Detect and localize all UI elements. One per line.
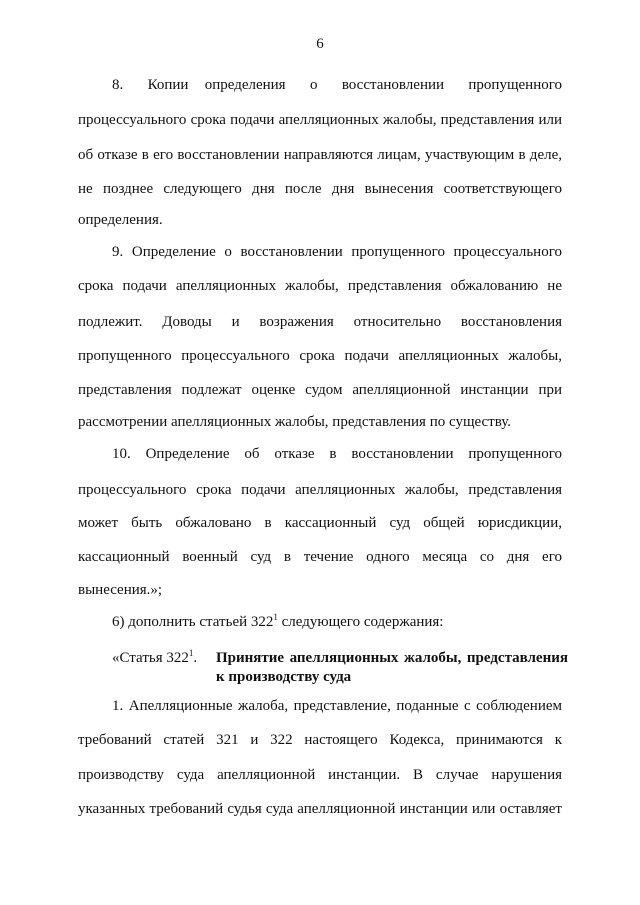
text-line: указанных требований судья суда апелляционной инстанции или оставляет	[78, 801, 562, 817]
article-label-suffix: .	[193, 650, 198, 666]
text-line: 10. Определение об отказе в восстановлении пропущенного	[112, 446, 562, 462]
article-title: Принятие апелляционных жалобы, представления к производству суда	[216, 650, 568, 685]
article-label	[112, 649, 197, 667]
text-line: рассмотрении апелляционных жалобы, представления по существу.	[78, 414, 512, 430]
text-line: срока подачи апелляционных жалобы, представления обжалованию не	[78, 278, 562, 294]
text-line: кассационный военный суд в течение одного месяца со дня его	[78, 549, 562, 565]
text-line: процессуального срока подачи апелляционных жалобы, представления или	[78, 112, 562, 128]
text-line: подлежит. Доводы и возражения относительно восстановления	[78, 314, 562, 330]
text-line: 9. Определение о восстановлении пропущенного процессуального	[112, 244, 562, 260]
text-line: процессуального срока подачи апелляционных жалобы, представления	[78, 482, 562, 498]
text-line: об отказе в его восстановлении направляются лицам, участвующим в деле,	[78, 147, 562, 163]
text-line: производству суда апелляционной инстанции. В случае нарушения	[78, 767, 562, 783]
text-line: определения.	[78, 212, 163, 228]
text-line: 1. Апелляционные жалоба, представление, поданные с соблюдением	[112, 698, 562, 714]
amendment-line	[112, 613, 596, 631]
text-line: требований статей 321 и 322 настоящего Кодекса, принимаются к	[78, 732, 562, 748]
article-label-prefix: «Статья 322	[112, 650, 189, 666]
text-line: вынесения.»;	[78, 582, 163, 598]
amendment-prefix: 6) дополнить статьей 322	[112, 614, 274, 630]
text-line: может быть обжаловано в кассационный суд общей юрисдикции,	[78, 515, 562, 531]
text-line: пропущенного процессуального срока подачи апелляционных жалобы,	[78, 348, 562, 364]
page-number: 6	[316, 36, 324, 52]
text-line: 8. Копии определения о восстановлении пропущенного	[112, 77, 562, 93]
text-line: не позднее следующего дня после дня вынесения соответствующего	[78, 181, 562, 197]
amendment-suffix: следующего содержания:	[277, 614, 444, 630]
amendment-superscript: 1	[273, 612, 278, 622]
text-line: представления подлежат оценке судом апелляционной инстанции при	[78, 382, 562, 398]
article-label-superscript: 1	[188, 648, 194, 658]
